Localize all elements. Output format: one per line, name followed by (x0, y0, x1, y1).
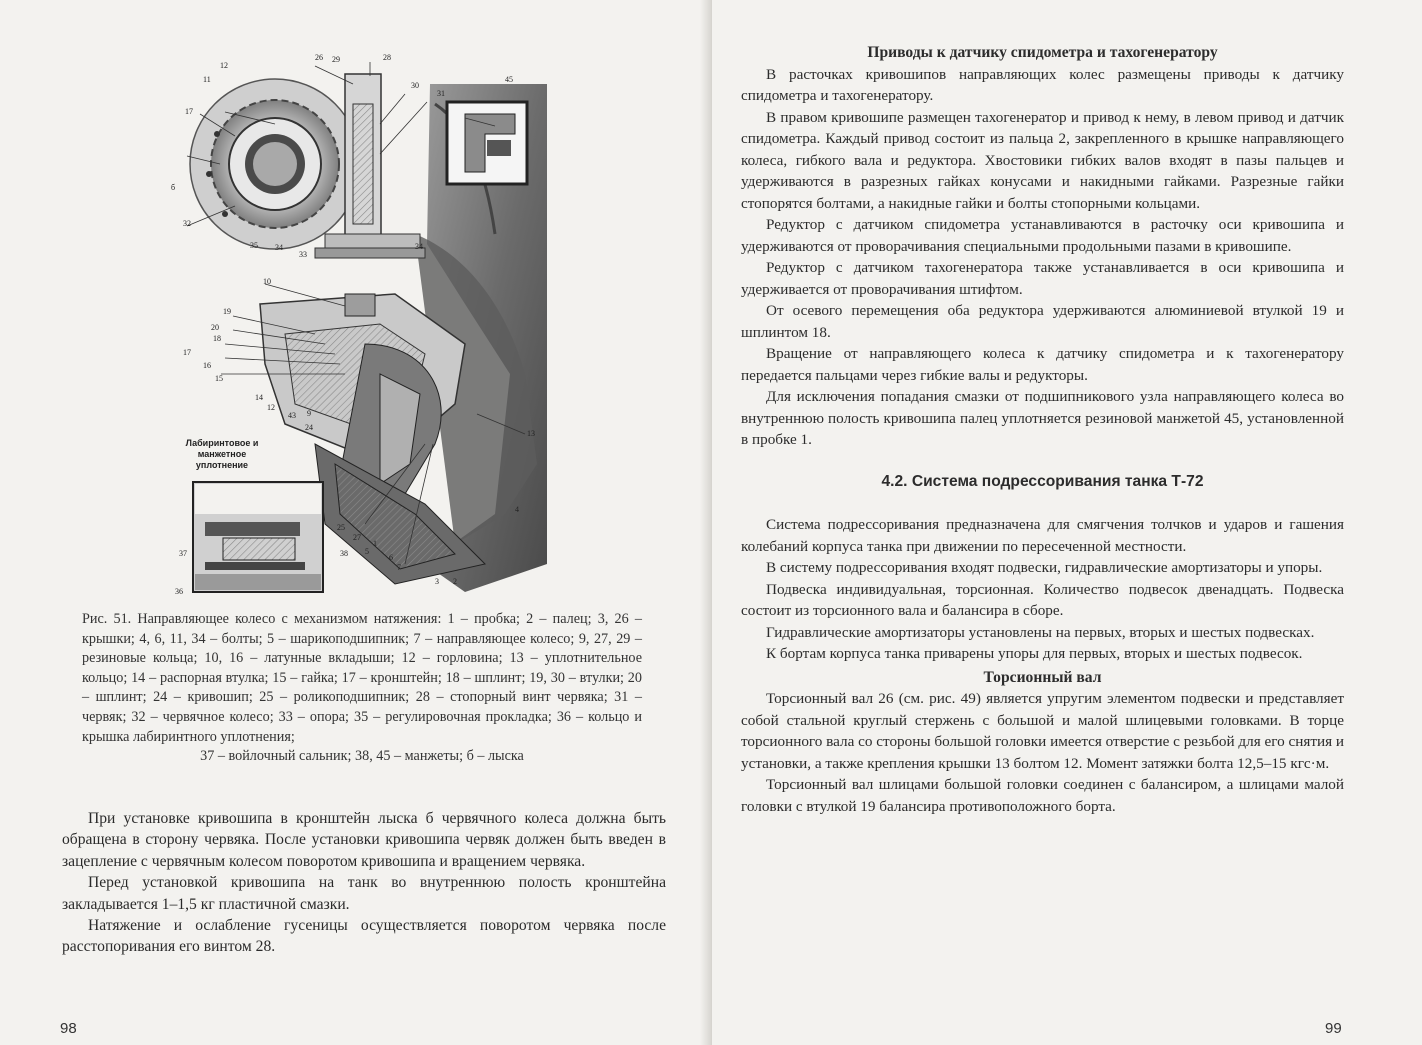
heading-torsion: Торсионный вал (983, 668, 1102, 686)
seal-45-inset (447, 102, 527, 184)
svg-text:36: 36 (175, 587, 183, 596)
svg-text:26: 26 (315, 53, 323, 62)
section-heading: 4.2. Система подрессоривания танка Т-72 (881, 472, 1204, 490)
paragraph: К бортам корпуса танка приварены упоры для первых, вторых и шестых подвесок. (766, 645, 1303, 662)
svg-text:37: 37 (179, 549, 187, 558)
paragraph: Редуктор с датчиком спидометра устанавливаются в расточку оси кривошипа и удерживаются от проворачивания специальными продольными пазами в кривошипе. (741, 216, 1344, 255)
right-body-text (741, 42, 1344, 817)
paragraph: Для исключения попадания смазки от подшипникового узла направляющего колеса во внутреннюю полость кривошипа палец уплотняется резиновой манжетой 45, установленной в пробке 1. (741, 388, 1344, 448)
svg-text:28: 28 (383, 53, 391, 62)
page-number-right: 99 (1325, 1020, 1342, 1037)
svg-text:16: 16 (203, 361, 211, 370)
paragraph: Подвеска индивидуальная, торсионная. Количество подвесок двенадцать. Подвеска состоит из торсионного вала и балансира в сборе. (741, 580, 1344, 619)
svg-text:35: 35 (250, 241, 258, 250)
svg-text:17: 17 (183, 348, 191, 357)
paragraph: Гидравлические амортизаторы установлены на первых, вторых и шестых подвесках. (766, 623, 1315, 641)
idler-wheel-illustration (165, 44, 555, 604)
svg-text:31: 31 (437, 89, 445, 98)
svg-text:12: 12 (220, 61, 228, 70)
inset-title: Лабиринтовое и манжетное уплотнение (185, 438, 259, 470)
svg-text:12: 12 (267, 403, 275, 412)
caption-last-line: 37 – войлочный сальник; 38, 45 – манжеты; б – лыска (200, 748, 524, 765)
figure-caption (82, 610, 642, 767)
svg-text:11: 11 (203, 75, 211, 84)
svg-text:30: 30 (411, 81, 419, 90)
svg-text:7: 7 (397, 563, 401, 572)
paragraph: Редуктор с датчиком тахогенератора также устанавливается в оси кривошипа и удерживается от проворачивания штифтом. (741, 259, 1344, 298)
paragraph: Натяжение и ослабление гусеницы осуществляется поворотом червяка после расстопоривания его винтом 28. (62, 917, 666, 956)
figure-51-drawing (165, 44, 555, 604)
paragraph: От осевого перемещения оба редуктора удерживаются алюминиевой втулкой 19 и шплинтом 18. (741, 302, 1344, 341)
svg-text:27: 27 (353, 533, 361, 542)
svg-text:34: 34 (275, 243, 283, 252)
worm-gear-wheel (190, 79, 360, 249)
svg-text:б: б (171, 183, 176, 192)
svg-text:20: 20 (211, 323, 219, 332)
page-number-left: 98 (60, 1020, 77, 1037)
paragraph: Система подрессоривания предназначена для смягчения толчков и ударов и гашения колебаний корпуса танка при движении по пересеченной местности. (741, 516, 1344, 555)
svg-text:10: 10 (263, 277, 271, 286)
svg-text:45: 45 (505, 75, 513, 84)
svg-text:18: 18 (213, 334, 221, 343)
heading-drives: Приводы к датчику спидометра и тахогенератору (867, 44, 1218, 61)
svg-text:38: 38 (340, 549, 348, 558)
svg-text:25: 25 (337, 523, 345, 532)
paragraph: При установке кривошипа в кронштейн лыска б червячного колеса должна быть обращена в сторону червяка. После установки кривошипа червяк должен быть введен в зацепление с червячным колесом поворотом кривошипа и вращением червяка. (62, 810, 666, 870)
svg-text:17: 17 (185, 107, 193, 116)
caption-text: Рис. 51. Направляющее колесо с механизмом натяжения: 1 – пробка; 2 – палец; 3, 26 – крышки; 4, 6, 11, 34 – болты; 5 – шарикоподшипник; 7 – направляющее колесо; 9, 27, 29 – резиновые кольца; 10, 16 – латунные вкладыши; 12 – горловина; 13 – уплотнительное кольцо; 14 – распорная втулка; 15 – гайка; 17 – кронштейн; 18 – шплинт; 19, 30 – втулки; 20 – шплинт; 24 – кривошип; 25 – роликоподшипник; 28 – стопорный винт червяка; 31 – червяк; 32 – червячное колесо; 33 – опора; 35 – регулировочная прокладка; 36 – кольцо и крышка лабиринтного уплотнения; (82, 611, 642, 745)
left-page (0, 0, 706, 1045)
svg-text:4: 4 (515, 505, 519, 514)
left-body-text (62, 808, 666, 958)
svg-text:19: 19 (223, 307, 231, 316)
svg-text:1: 1 (373, 539, 377, 548)
svg-text:15: 15 (215, 374, 223, 383)
svg-text:6: 6 (389, 553, 393, 562)
svg-text:13: 13 (527, 429, 535, 438)
paragraph: Перед установкой кривошипа на танк во внутреннюю полость кронштейна закладывается 1–1,5 кг пластичной смазки. (62, 874, 666, 913)
labyrinth-seal-inset (193, 482, 323, 592)
svg-text:9: 9 (307, 409, 311, 418)
svg-text:33: 33 (299, 250, 307, 259)
svg-text:3: 3 (435, 577, 439, 586)
svg-text:29: 29 (332, 55, 340, 64)
paragraph: Торсионный вал шлицами большой головки соединен с балансиром, а шлицами малой головки с втулкой 19 балансира противоположного борта. (741, 776, 1344, 815)
svg-text:24: 24 (305, 423, 313, 432)
paragraph: В правом кривошипе размещен тахогенератор и привод к нему, в левом привод и датчик спидометра. Каждый привод состоит из пальца 2, закрепленного в крышке направляющего колеса, гибкого вала и редуктора. Хвостовики гибких валов входят в пазы пальцев и удерживаются в разрезных гайках конусами и накидными гайками. Разрезные гайки стопорятся болтами, а накидные гайки и болты стопорными кольцами. (741, 108, 1344, 212)
svg-text:14: 14 (255, 393, 263, 402)
svg-text:2: 2 (453, 577, 457, 586)
paragraph: В систему подрессоривания входят подвески, гидравлические амортизаторы и упоры. (766, 559, 1323, 576)
paragraph: Торсионный вал 26 (см. рис. 49) является упругим элементом подвески и представляет собой стальной круглый стержень с большой и малой шлицевыми головками. В торце торсионного вала со стороны большой головки имеется отверстие с резьбой для его снятия и установки, а также крепления крышки 13 болтом 12. Момент затяжки болта 12,5–15 кгс·м. (741, 690, 1344, 772)
paragraph: Вращение от направляющего колеса к датчику спидометра и к тахогенератору передается пальцами через гибкие валы и редукторы. (741, 345, 1344, 384)
svg-text:32: 32 (183, 219, 191, 228)
svg-text:34: 34 (415, 242, 423, 251)
paragraph: В расточках кривошипов направляющих колес размещены приводы к датчику спидометра и тахогенератору. (741, 65, 1344, 104)
svg-text:5: 5 (365, 547, 369, 556)
svg-text:43: 43 (288, 411, 296, 420)
